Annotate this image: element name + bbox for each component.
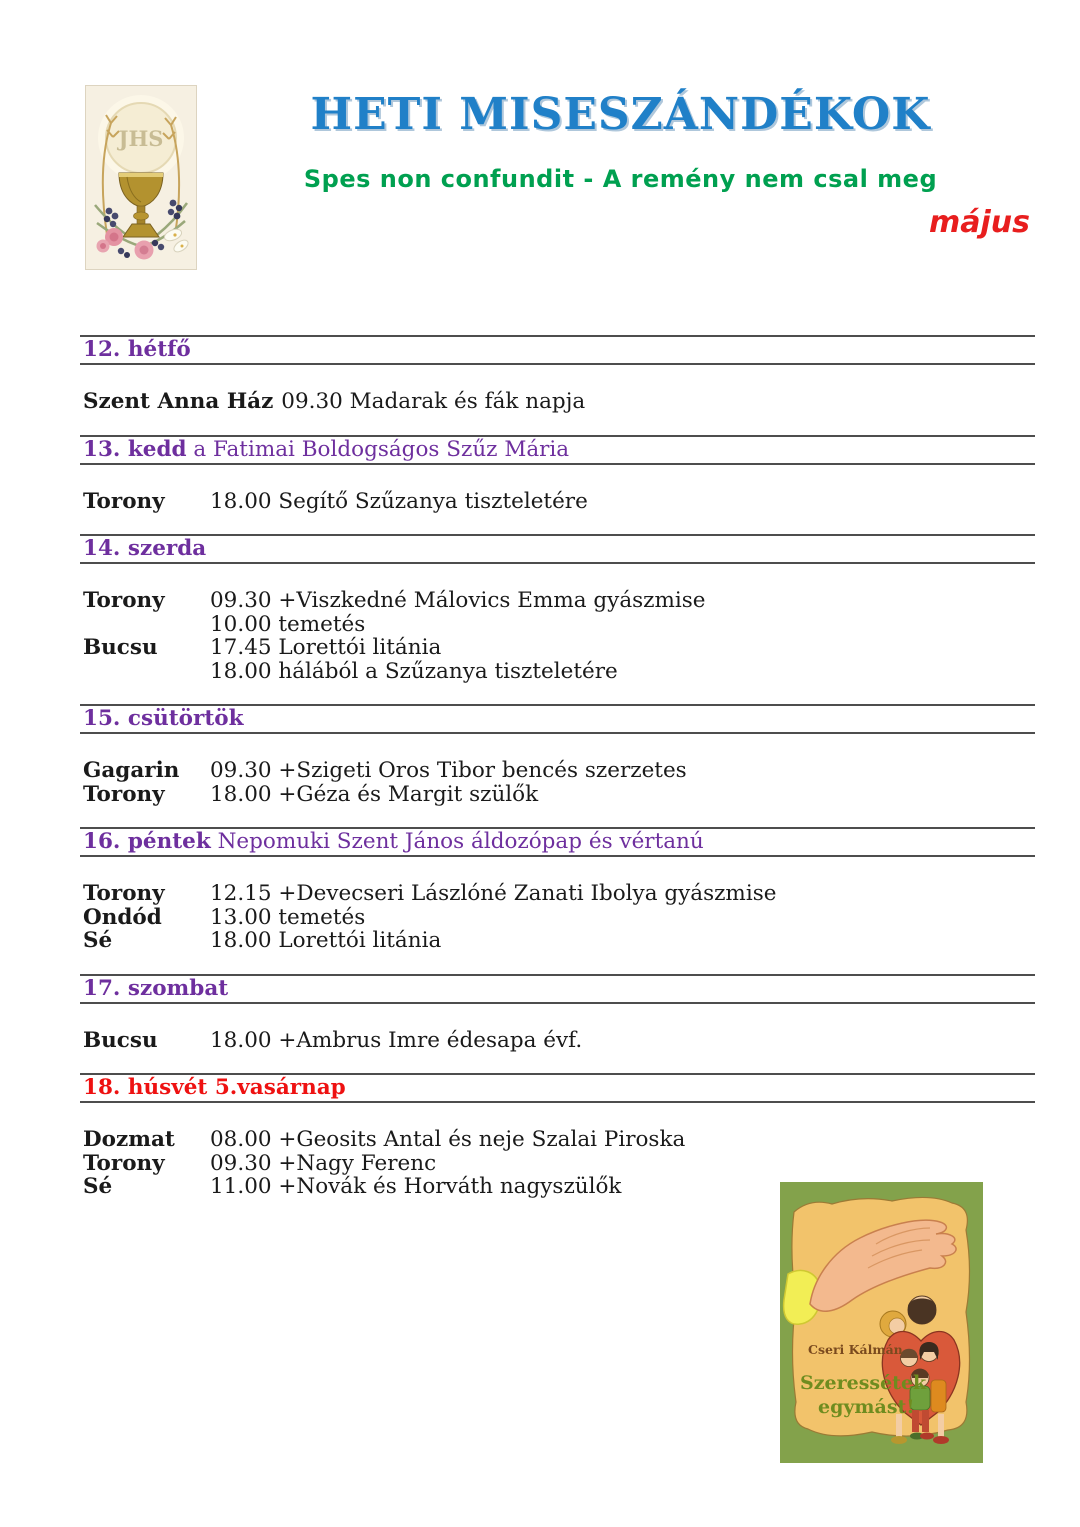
feast-label: a Fatimai Boldogságos Szűz Mária [186,436,570,462]
schedule-row [83,613,1035,637]
location-label: Szent Anna Ház [83,389,274,414]
location-label [83,660,210,684]
location-label: Sé [83,928,113,953]
day-section [80,534,1035,704]
day-header [80,704,1035,734]
page-title: HETI MISESZÁNDÉKOK [310,89,931,140]
entry-text: 18.00 +Ambrus Imre édesapa évf. [210,1027,583,1053]
day-section [80,435,1035,535]
entry-text: 09.30 +Viszkedné Málovics Emma gyászmise [210,588,706,613]
entry-text: 18.00 +Géza és Margit szülők [210,781,539,807]
schedule-row [83,759,1035,783]
entry-text: 18.00 Lorettói litánia [210,928,442,953]
day-header [80,335,1035,365]
schedule-row [83,1029,1035,1053]
book-title-line1: Szeressétek [800,1372,927,1394]
schedule-row [83,1128,1035,1152]
day-label: 18. húsvét 5.vasárnap [83,1075,346,1100]
location-label: Torony [83,781,165,807]
day-header [80,534,1035,564]
location-label [83,613,210,637]
day-entries [80,365,1035,435]
feast-label: Nepomuki Szent János áldozópap és vértanú [210,829,704,854]
location-label: Ondód [83,904,162,930]
day-label: 15. csütörtök [83,706,244,731]
day-label: 16. péntek [83,829,211,854]
entry-text: 08.00 +Geosits Antal és neje Szalai Piroska [210,1127,686,1152]
location-label: Sé [83,1174,113,1199]
jhs-monogram: JHS [118,126,164,151]
day-label: 17. szombat [83,975,229,1001]
day-entries [80,564,1035,704]
entry-text: 17.45 Lorettói litánia [210,635,442,660]
location-label: Gagarin [83,758,180,783]
entry-text: 09.30 Madarak és fák napja [281,389,586,414]
book-author: Cseri Kálmán [808,1342,903,1357]
day-section [80,974,1035,1074]
document-header [85,85,1080,270]
day-label: 12. hétfő [83,337,191,362]
location-label: Torony [83,488,165,514]
schedule-row [83,660,1035,684]
entry-text: 18.00 hálából a Szűzanya tiszteletére [210,658,618,684]
header-text-block [197,85,1044,270]
holy-card-image [85,85,197,270]
schedule-row [83,490,1035,514]
schedule-row [83,882,1035,906]
entry-text: 10.00 temetés [210,611,366,637]
entry-text: 11.00 +Novák és Horváth nagyszülők [210,1174,622,1199]
location-label: Torony [83,588,165,613]
chalice-host-icon [85,85,197,270]
day-header [80,1073,1035,1103]
location-label: Bucsu [83,635,158,660]
day-section [80,704,1035,827]
mass-schedule [80,335,1035,1220]
day-entries [80,734,1035,827]
day-entries [80,857,1035,974]
day-header [80,827,1035,857]
book-cover-illustration [780,1182,983,1463]
book-title-line2: egymást! [818,1396,915,1418]
entry-text: 09.30 +Szigeti Oros Tibor bencés szerzetes [210,758,687,783]
day-label: 13. kedd [83,436,187,462]
book-cover-image [780,1182,983,1463]
schedule-row [83,906,1035,930]
location-label: Bucsu [83,1027,158,1053]
schedule-row [83,390,1035,414]
location-label: Torony [83,881,165,906]
schedule-row [83,783,1035,807]
location-label: Torony [83,1150,165,1176]
entry-text: 13.00 temetés [210,904,366,930]
day-header [80,435,1035,465]
schedule-row [83,1152,1035,1176]
month-label: május [928,205,1030,240]
day-entries [80,465,1035,535]
entry-text: 12.15 +Devecseri Lászlóné Zanati Ibolya gyászmise [210,881,777,906]
day-label: 14. szerda [83,536,207,561]
day-entries [80,1004,1035,1074]
motto-subtitle: Spes non confundit - A remény nem csal meg [303,165,938,193]
location-label: Dozmat [83,1127,175,1152]
day-section [80,335,1035,435]
schedule-row [83,636,1035,660]
entry-text: 09.30 +Nagy Ferenc [210,1150,437,1176]
day-section [80,827,1035,974]
day-header [80,974,1035,1004]
schedule-row [83,589,1035,613]
entry-text: 18.00 Segítő Szűzanya tiszteletére [210,488,588,514]
schedule-row [83,929,1035,953]
